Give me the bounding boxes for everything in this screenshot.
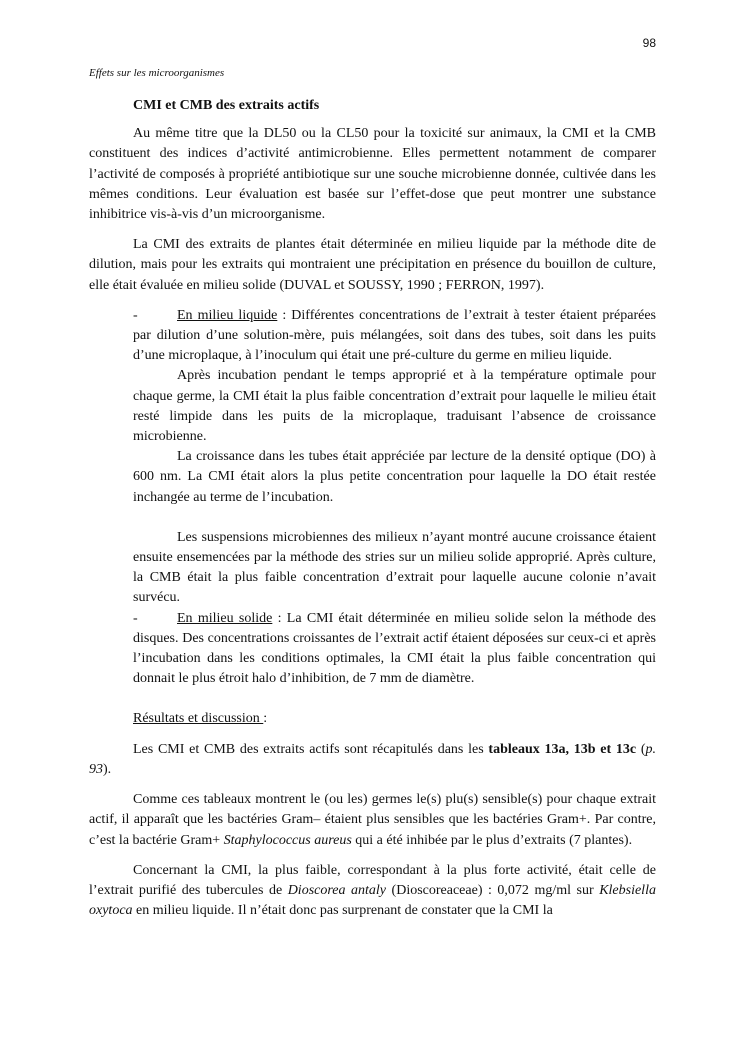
list-dash: - xyxy=(133,610,138,626)
results-heading-label: Résultats et discussion xyxy=(133,711,264,727)
list-item-solid xyxy=(133,609,656,690)
paragraph-3 xyxy=(89,740,656,780)
paragraph-5-middle: (Dioscoreaceae) : 0,072 mg/ml sur xyxy=(386,882,600,898)
paragraph-5-text: Concernant la CMI, la plus faible, correspondant à la plus forte activité, était celle de l’extrait purifié des tubercules de xyxy=(89,862,656,898)
paragraph-3-text: Les CMI et CMB des extraits actifs sont récapitulés dans les xyxy=(133,741,489,757)
species-name: Klebsiella oxytoca xyxy=(89,882,656,919)
list-item-liquid xyxy=(133,306,656,367)
list-item-liquid-sub2: La croissance dans les tubes était appréciée par lecture de la densité optique (DO) à 600 nm. La CMI était alors la plus petite concentration pour laquelle la DO était restée inchangée au terme de l’incubation. xyxy=(133,449,656,505)
section-title: CMI et CMB des extraits actifs xyxy=(133,98,320,113)
paragraph-3-close: ). xyxy=(103,761,112,777)
list-item-liquid-sub3: Les suspensions microbiennes des milieux n’ayant montré aucune croissance étaient ensuite ensemencées par la méthode des stries sur un milieu solide approprié. Après culture, la CMB était la plus faible concentration d’extrait pour laquelle aucune colonie n’avait survécu. xyxy=(133,529,656,606)
blank-line xyxy=(133,508,656,528)
paragraph-3-open: ( xyxy=(636,741,646,757)
species-name: Staphylococcus aureus xyxy=(223,832,352,848)
running-header: Effets sur les microorganismes xyxy=(89,67,225,79)
list-item-solid-text: : La CMI était déterminée en milieu solide selon la méthode des disques. Des concentrations croissantes de l’extrait actif étaient déposées sur ceux-ci et après l’incubation dans les conditions optimales, la CMI était la plus faible concentration qui donnait le plus étroit halo d’inhibition, de 7 mm de diamètre. xyxy=(133,610,657,687)
species-name: Dioscorea antaly xyxy=(287,882,387,898)
paragraph-1: Au même titre que la DL50 ou la CL50 pour la toxicité sur animaux, la CMI et la CMB constituent des indices d’activité antimicrobienne. Elles permettent notamment de comparer l’activité de composés à propriété antibiotique sur une souche microbienne donnée, cultivée dans les mêmes conditions. Leur évaluation est basée sur l’effet-dose que peut montrer une substance inhibitrice vis-à-vis d’un microorganisme. xyxy=(89,126,656,223)
list-item-liquid-label: En milieu liquide xyxy=(177,307,278,323)
paragraph-4-end: qui a été inhibée par le plus d’extraits (7 plantes). xyxy=(351,832,633,848)
list-dash: - xyxy=(133,307,138,323)
paragraph-4 xyxy=(89,790,656,851)
results-heading xyxy=(133,709,656,729)
list-item-liquid-text: : Différentes concentrations de l’extrait à tester étaient préparées par dilution d’une solution-mère, puis mélangées, soit dans des tubes, soit dans les puits d’une microplaque, à l’inoculum qui était une pré-culture du germe en milieu liquide. xyxy=(133,307,656,364)
paragraph-5 xyxy=(89,861,656,922)
blank-line xyxy=(133,689,656,709)
list-item-liquid-sub1: Après incubation pendant le temps approprié et à la température optimale pour chaque germe, la CMI était la plus faible concentration d’extrait pour laquelle le milieu était resté limpide dans les puits de la microplaque, traduisant l’absence de croissance microbienne. xyxy=(133,368,656,445)
paragraph-4-text: Comme ces tableaux montrent le (ou les) germes le(s) plu(s) sensible(s) pour chaque extrait actif, il apparaît que les bactéries Gram– étaient plus sensibles que les bactéries Gram+. Par contre, c’est la bactérie Gram+ xyxy=(89,792,656,848)
list-item-solid-label: En milieu solide xyxy=(177,610,273,626)
paragraph-2: La CMI des extraits de plantes était déterminée en milieu liquide par la méthode dite de dilution, mais pour les extraits qui montraient une précipitation en présence du bouillon de culture, elle était évaluée en milieu solide (DUVAL et SOUSSY, 1990 ; FERRON, 1997). xyxy=(89,237,656,293)
page-reference: p. 93 xyxy=(89,741,656,777)
paragraph-5-end: en milieu liquide. Il n’était donc pas surprenant de constater que la CMI la xyxy=(132,903,553,919)
results-heading-colon: : xyxy=(263,711,268,727)
methods-list xyxy=(133,306,656,730)
page-number: 98 xyxy=(642,36,656,50)
table-reference: tableaux 13a, 13b et 13c xyxy=(488,741,637,757)
document-body xyxy=(89,96,656,921)
